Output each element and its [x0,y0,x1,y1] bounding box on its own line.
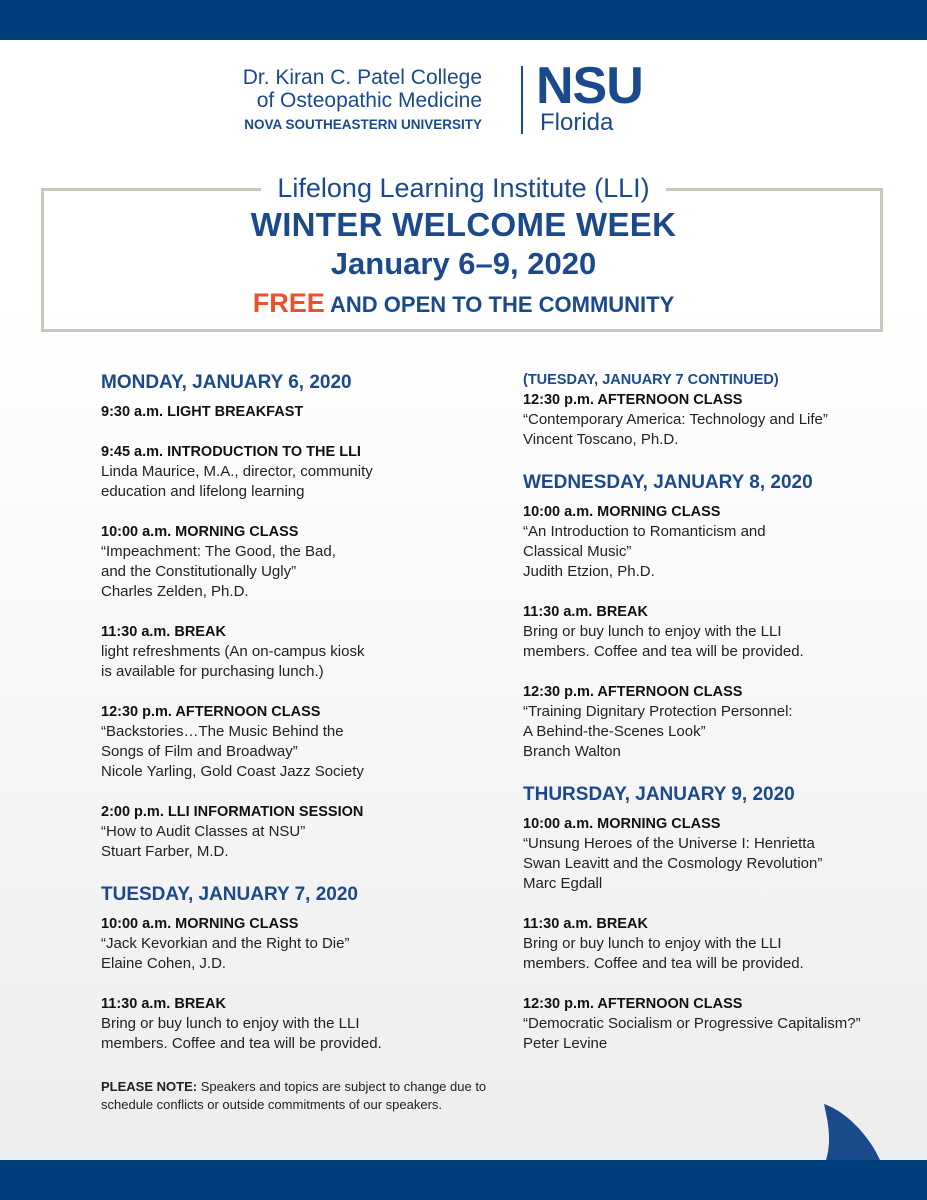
event-time: 11:30 a.m. BREAK [101,996,226,1012]
schedule-right-column [523,370,913,1074]
bottom-banner-bar [0,1160,927,1200]
event-detail: Swan Leavitt and the Cosmology Revolution” [523,855,823,872]
tuesday-section [101,882,501,1054]
event-detail: members. Coffee and tea will be provided. [101,1035,382,1052]
florida-wordmark: Florida [540,109,614,136]
schedule-event [523,602,913,662]
tuesday-continued-section [523,370,913,450]
tuesday-events [101,914,501,1054]
schedule-event [101,402,501,422]
university-name: NOVA SOUTHEASTERN UNIVERSITY [244,117,482,132]
event-time: 12:30 p.m. AFTERNOON CLASS [523,996,743,1012]
note-text: Speakers and topics are subject to change due to schedule conflicts or outside commitments of our speakers. [101,1079,487,1112]
event-detail: Bring or buy lunch to enjoy with the LLI [101,1015,360,1032]
schedule-event [523,682,913,762]
event-detail: Vincent Toscano, Ph.D. [523,431,679,448]
event-time: 10:00 a.m. MORNING CLASS [523,816,721,832]
thursday-events [523,814,913,1054]
event-detail: “An Introduction to Romanticism and [523,523,766,540]
monday-events [101,402,501,862]
event-detail: A Behind-the-Scenes Look” [523,723,706,740]
schedule-note [101,1078,531,1114]
event-time: 11:30 a.m. BREAK [523,604,648,620]
event-time: 12:30 p.m. AFTERNOON CLASS [523,392,743,408]
event-detail: Branch Walton [523,743,621,760]
event-detail: Bring or buy lunch to enjoy with the LLI [523,623,782,640]
monday-section [101,370,501,862]
event-title [0,172,927,320]
schedule-event [101,914,501,974]
schedule-event [523,914,913,974]
event-detail: Bring or buy lunch to enjoy with the LLI [523,935,782,952]
schedule-event [101,442,501,502]
tuesday-continued-heading: (TUESDAY, JANUARY 7 CONTINUED) [523,372,779,388]
schedule-event [101,994,501,1054]
tuesday-continued-events [523,390,913,450]
wednesday-events [523,502,913,762]
event-detail: Songs of Film and Broadway” [101,743,298,760]
event-detail: members. Coffee and tea will be provided. [523,643,804,660]
college-name-line1: Dr. Kiran C. Patel College [242,66,482,89]
event-detail: Elaine Cohen, J.D. [101,955,227,972]
event-detail: “Jack Kevorkian and the Right to Die” [101,935,350,952]
thursday-section [523,782,913,1054]
event-detail: “Training Dignitary Protection Personnel: [523,703,793,720]
event-detail: Stuart Farber, M.D. [101,843,229,860]
wednesday-section [523,470,913,762]
event-detail: Charles Zelden, Ph.D. [101,583,249,600]
event-time: 2:00 p.m. LLI INFORMATION SESSION [101,804,364,820]
top-banner-bar [0,0,927,40]
schedule-event [101,702,501,782]
event-detail: light refreshments (An on-campus kiosk [101,643,365,660]
event-detail: education and lifelong learning [101,483,305,500]
event-detail: Judith Etzion, Ph.D. [523,563,655,580]
schedule-event [523,390,913,450]
event-detail: Classical Music” [523,543,632,560]
event-time: 12:30 p.m. AFTERNOON CLASS [101,704,321,720]
institute-name: Lifelong Learning Institute (LLI) [261,172,665,204]
event-time: 10:00 a.m. MORNING CLASS [523,504,721,520]
event-detail: members. Coffee and tea will be provided. [523,955,804,972]
event-detail: Linda Maurice, M.A., director, community [101,463,373,480]
event-detail: Marc Egdall [523,875,603,892]
event-time: 9:45 a.m. INTRODUCTION TO THE LLI [101,444,361,460]
event-detail: Peter Levine [523,1035,608,1052]
college-name-line2: of Osteopathic Medicine [256,89,482,112]
schedule-event [523,502,913,582]
event-detail: “Backstories…The Music Behind the [101,723,344,740]
event-time: 10:00 a.m. MORNING CLASS [101,524,299,540]
event-detail: “Impeachment: The Good, the Bad, [101,543,336,560]
shark-fin-icon [820,1100,880,1160]
monday-heading: MONDAY, JANUARY 6, 2020 [101,372,352,393]
event-detail: “Contemporary America: Technology and Life” [523,411,828,428]
logo-divider [521,66,523,134]
thursday-heading: THURSDAY, JANUARY 9, 2020 [523,784,795,805]
free-tagline [0,288,927,320]
event-time: 9:30 a.m. LIGHT BREAKFAST [101,404,304,420]
event-time: 12:30 p.m. AFTERNOON CLASS [523,684,743,700]
event-detail: “Unsung Heroes of the Universe I: Henrietta [523,835,815,852]
wednesday-heading: WEDNESDAY, JANUARY 8, 2020 [523,472,813,493]
college-name [243,66,482,135]
event-name: WINTER WELCOME WEEK [250,206,677,243]
event-time: 11:30 a.m. BREAK [523,916,648,932]
note-label: PLEASE NOTE: [101,1079,198,1094]
schedule-event [523,994,913,1054]
event-detail: “How to Audit Classes at NSU” [101,823,306,840]
college-logo [242,57,680,140]
schedule-left-column [101,370,501,1074]
schedule-event [101,622,501,682]
free-label: FREE [252,288,325,318]
event-time: 10:00 a.m. MORNING CLASS [101,916,299,932]
schedule-event [523,814,913,894]
free-tagline-rest: AND OPEN TO THE COMMUNITY [324,292,675,317]
event-detail: “Democratic Socialism or Progressive Capitalism?” [523,1015,861,1032]
tuesday-heading: TUESDAY, JANUARY 7, 2020 [101,884,358,905]
schedule-event [101,802,501,862]
schedule-event [101,522,501,602]
event-detail: Nicole Yarling, Gold Coast Jazz Society [101,763,364,780]
event-detail: and the Constitutionally Ugly” [101,563,297,580]
nsu-wordmark: NSU [536,57,643,115]
event-time: 11:30 a.m. BREAK [101,624,226,640]
event-detail: is available for purchasing lunch.) [101,663,324,680]
event-dates: January 6–9, 2020 [330,246,597,281]
